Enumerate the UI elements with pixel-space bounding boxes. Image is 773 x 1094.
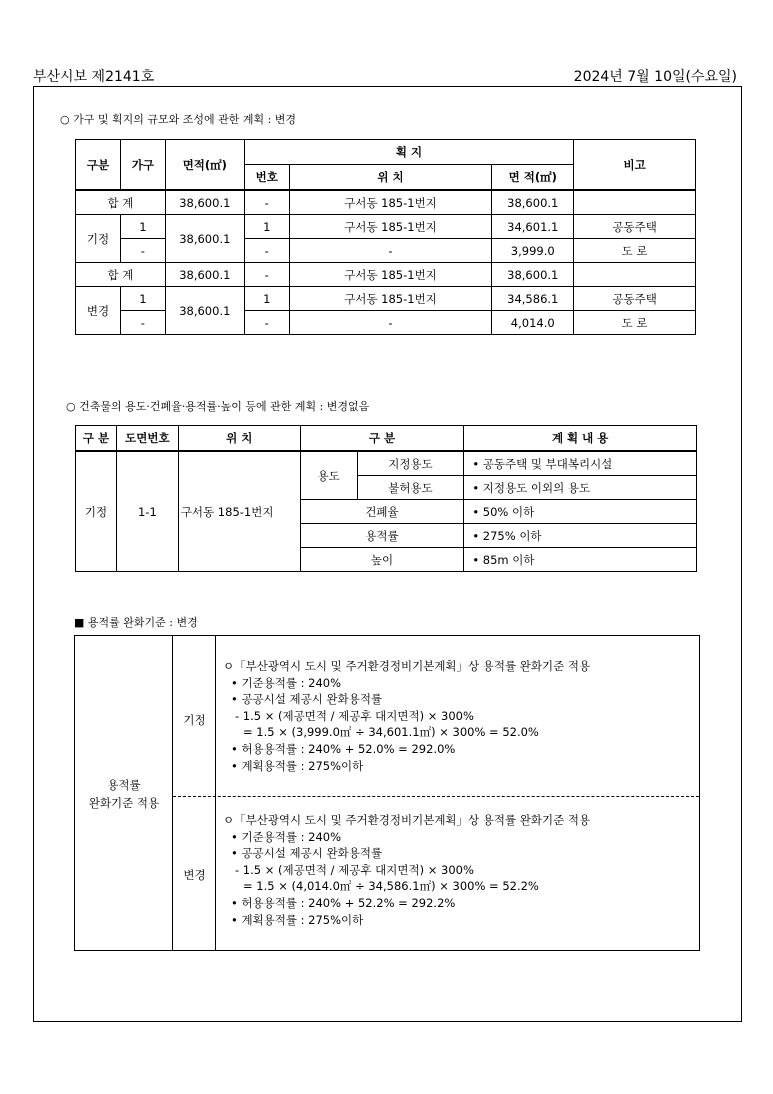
cell-group-label: 변경 [76,287,121,335]
th-area2: 면 적(㎡) [492,165,574,191]
building-plan-table [75,425,697,572]
cell-total-label: 합 계 [76,263,166,287]
cell-nopi-value: • 85m 이하 [464,548,697,572]
cell-loc: 구서동 185-1번지 [289,215,492,239]
th-hoekji: 획 지 [244,140,573,165]
section2-title: ○ 건축물의 용도·건폐율·용적률·높이 등에 관한 계획 : 변경없음 [66,400,370,413]
cell-bulheo-value: • 지정용도 이외의 용도 [464,476,697,500]
cell-gubun: 기정 [76,451,117,572]
text-line: = 1.5 × (3,999.0㎡ ÷ 34,601.1㎡) × 300% = 52.0% [243,725,539,740]
cell-note [574,263,696,287]
cell-loc: - [289,239,492,263]
th-area: 면적(㎡) [165,140,244,191]
th-beonho: 번호 [244,165,289,191]
after-content [223,812,693,928]
table-row [76,451,697,476]
cell-note: 공동주택 [574,287,696,311]
cell-num: - [244,263,289,287]
cell-area: 38,600.1 [165,190,244,215]
text-line: • 계획용적률 : 275%이하 [231,758,364,773]
cell-jijeong-value: • 공동주택 및 부대복리시설 [464,451,697,476]
th-gagu: 가구 [120,140,165,191]
cell-num: - [244,239,289,263]
text-line: • 기준용적률 : 240% [231,675,342,690]
section1-title: ○ 가구 및 획지의 규모와 조성에 관한 계획 : 변경 [60,113,297,126]
before-label: 기정 [183,713,206,727]
far-label-line1: 용적률 [107,778,141,792]
cell-total-label: 합 계 [76,190,166,215]
text-line: = 1.5 × (4,014.0㎡ ÷ 34,586.1㎡) × 300% = 52.2% [243,879,539,894]
table-row [76,215,696,239]
text-line: • 공공시설 제공시 완화용적률 [231,692,383,707]
cell-area2: 38,600.1 [492,190,574,215]
far-relaxation-table [74,635,700,951]
text-line: • 허용용적률 : 240% + 52.0% = 292.0% [231,741,456,756]
text-line: • 기준용적률 : 240% [231,829,342,844]
th-gubun2: 구 분 [300,426,464,452]
cell-gagu: - [120,239,165,263]
lot-plan-table [75,139,696,335]
cell-area2: 4,014.0 [492,311,574,335]
cell-loc: 구서동 185-1번지 [289,263,492,287]
cell-jijeong: 지정용도 [357,451,464,476]
cell-gagu: 1 [120,287,165,311]
cell-geonpye-value: • 50% 이하 [464,500,697,524]
text-line: • 공공시설 제공시 완화용적률 [231,846,383,861]
text-line: - 1.5 × (제공면적 / 제공후 대지면적) × 300% [235,862,474,877]
cell-num: - [244,311,289,335]
cell-yongdo: 용도 [300,451,357,500]
header-publication: 부산시보 제2141호 [33,69,155,85]
cell-note: 공동주택 [574,215,696,239]
cell-nopi: 높이 [300,548,464,572]
cell-loc: 구서동 185-1번지 [289,190,492,215]
cell-yongjeok: 용적률 [300,524,464,548]
th-wichi: 위 치 [178,426,300,452]
cell-area2: 34,586.1 [492,287,574,311]
header-date: 2024년 7월 10일(수요일) [573,69,737,85]
far-label-line2: 완화기준 적용 [88,796,160,810]
table-row [76,190,696,215]
text-line: ㅇ「부산광역시 도시 및 주거환경정비기본계획」상 용적률 완화기준 적용 [223,813,591,827]
text-line: • 허용용적률 : 240% + 52.2% = 292.2% [231,895,456,910]
cell-area2: 3,999.0 [492,239,574,263]
cell-area: 38,600.1 [165,263,244,287]
cell-area2: 38,600.1 [492,263,574,287]
th-dobeon: 도면번호 [116,426,178,452]
cell-num: - [244,190,289,215]
cell-note: 도 로 [574,239,696,263]
cell-wichi: 구서동 185-1번지 [178,451,300,572]
cell-group-label: 기정 [76,215,121,263]
table-row [76,263,696,287]
cell-area: 38,600.1 [165,287,244,335]
th-wichi: 위 치 [289,165,492,191]
cell-gagu: 1 [120,215,165,239]
text-line: • 계획용적률 : 275%이하 [231,912,364,927]
text-line: - 1.5 × (제공면적 / 제공후 대지면적) × 300% [235,708,474,723]
cell-loc: - [289,311,492,335]
cell-gagu: - [120,311,165,335]
before-content [223,658,693,774]
cell-yongjeok-value: • 275% 이하 [464,524,697,548]
cell-note: 도 로 [574,311,696,335]
cell-dobeon: 1-1 [116,451,178,572]
cell-bulheo: 불허용도 [357,476,464,500]
cell-loc: 구서동 185-1번지 [289,287,492,311]
th-bigo: 비고 [574,140,696,191]
cell-note [574,190,696,215]
cell-area: 38,600.1 [165,215,244,263]
th-plan: 계 획 내 용 [464,426,697,452]
cell-num: 1 [244,215,289,239]
cell-num: 1 [244,287,289,311]
cell-geonpye: 건폐율 [300,500,464,524]
text-line: ㅇ「부산광역시 도시 및 주거환경정비기본계획」상 용적률 완화기준 적용 [223,659,591,673]
cell-area2: 34,601.1 [492,215,574,239]
th-gubun: 구 분 [76,426,117,452]
table-row [76,287,696,311]
th-gubun: 구분 [76,140,121,191]
after-label: 변경 [183,868,206,882]
section3-title: ■ 용적률 완화기준 : 변경 [74,616,198,629]
